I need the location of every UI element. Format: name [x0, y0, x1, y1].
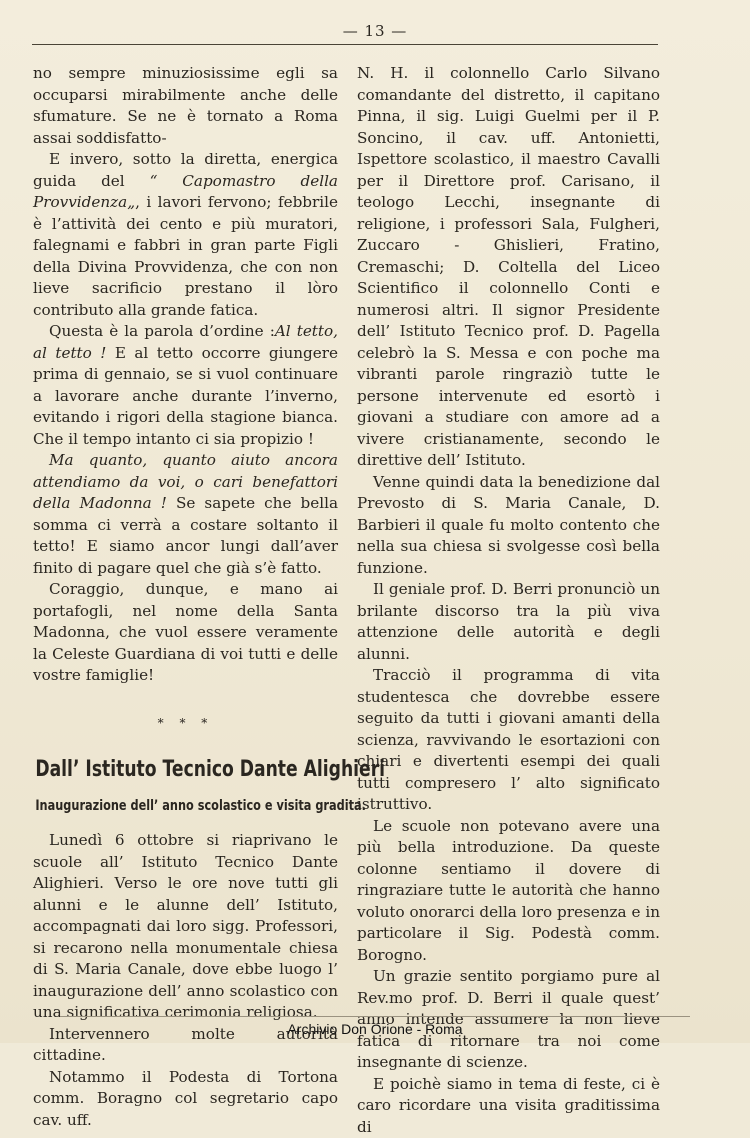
paragraph: Tracciò il programma di vita studentesca che dovrebbe essere seguito da tutti i giovani amanti della scienza, ravvivando le esortazioni con chiari e divertenti esempi dei quali tutti compresero l’ alto significato istruttivo. — [357, 665, 660, 816]
paragraph: Questa è la parola d’ordine :Al tetto, al tetto ! E al tetto occorre giungere prima di gennaio, se si vuol continuare a lavorare anche durante l’inverno, evitando i rigori della stagione bianca. Che il tempo intanto ci sia propizio ! — [33, 321, 338, 450]
article-title: Dall’ Istituto Tecnico Dante Alighieri — [35, 756, 335, 784]
paragraph: Notammo il Podesta di Tortona comm. Boragno col segretario capo cav. uff. — [33, 1067, 338, 1132]
paragraph: E invero, sotto la diretta, energica guida del “ Capomastro della Provvidenza„, i lavori fervono; febbrile è l’attività dei cento e più muratori, falegnami e fabbri in gran parte Figli della Divina Provvidenza, che con non lieve sacrificio prestano il lòro contributo alla grande fatica. — [33, 149, 338, 321]
archive-label: Archivio Don Orione - Roma — [0, 1021, 750, 1037]
paragraph: E poichè siamo in tema di feste, ci è caro ricordare una visita graditissima di — [357, 1074, 660, 1138]
paragraph: Il geniale prof. D. Berri pronunciò un brilante discorso tra la più viva attenzione delle autorità e degli alunni. — [357, 579, 660, 665]
paragraph: N. H. il colonnello Carlo Silvano comandante del distretto, il capitano Pinna, il sig. Luigi Guelmi per il P. Soncino, il cav. uff. Antonietti, Ispettore scolastico, il maestro Cavalli per il Direttore prof. Carisano, il teologo Lecchi, insegnante di religione, i professori Sala, Fulgheri, Zuccaro - Ghislieri, Fratino, Cremaschi; D. Coltella del Liceo Scientifico il colonnello Conti e numerosi altri. Il signor Presidente dell’ Istituto Tecnico prof. D. Pagella celebrò la S. Messa e con poche ma vibranti parole ringraziò tutte le persone intervenute ed esortò i giovani a studiare con amore ad a vivere cristianamente, secondo le direttive dell’ Istituto. — [357, 63, 660, 472]
article-subtitle: Inaugurazione dell’ anno scolastico e visita gradita. — [35, 796, 335, 816]
header-rule — [32, 44, 658, 45]
paragraph: Ma quanto, quanto aiuto ancora attendiamo da voi, o cari benefattori della Madonna ! Se sapete che bella somma ci verrà a costare soltanto il tetto! E siamo ancor lungi dall’aver finito di pagare quel che già s’è fatto. — [33, 450, 338, 579]
left-column — [33, 63, 338, 1131]
paragraph: Un grazie sentito porgiamo pure al Rev.mo prof. D. Berri il quale quest’ anno intende assumere la non lieve fatica di ritornare tra noi come insegnante di scienze. — [357, 966, 660, 1074]
right-column — [357, 63, 660, 1138]
footer-rule — [60, 1016, 690, 1017]
paragraph: Coraggio, dunque, e mano ai portafogli, nel nome della Santa Madonna, che vuol essere veramente la Celeste Guardiana di voi tutti e delle vostre famiglie! — [33, 579, 338, 687]
paragraph: Venne quindi data la benedizione dal Prevosto di S. Maria Canale, D. Barbieri il quale fu molto contento che nella sua chiesa si svolgesse così bella funzione. — [357, 472, 660, 580]
paragraph: no sempre minuziosissime egli sa occuparsi mirabilmente anche delle sfumature. Se ne è tornato a Roma assai soddisfatto- — [33, 63, 338, 149]
section-separator: * * * — [33, 713, 338, 735]
paragraph: Intervennero molte autorità cittadine. — [33, 1024, 338, 1067]
paragraph: Le scuole non potevano avere una più bella introduzione. Da queste colonne sentiamo il dovere di ringraziare tutte le autorità che hanno voluto onorarci della loro presenza e in particolare il Sig. Podestà comm. Borogno. — [357, 816, 660, 967]
page-number: — 13 — — [0, 22, 750, 40]
paragraph: Lunedì 6 ottobre si riaprivano le scuole all’ Istituto Tecnico Dante Alighieri. Verso le ore nove tutti gli alunni e le alunne dell’ Istituto, accompagnati dai loro sigg. Professori, si recarono nella monumentale chiesa di S. Maria Canale, dove ebbe luogo l’ inaugurazione dell’ anno scolastico con una significativa cerimonia religiosa. — [33, 830, 338, 1024]
